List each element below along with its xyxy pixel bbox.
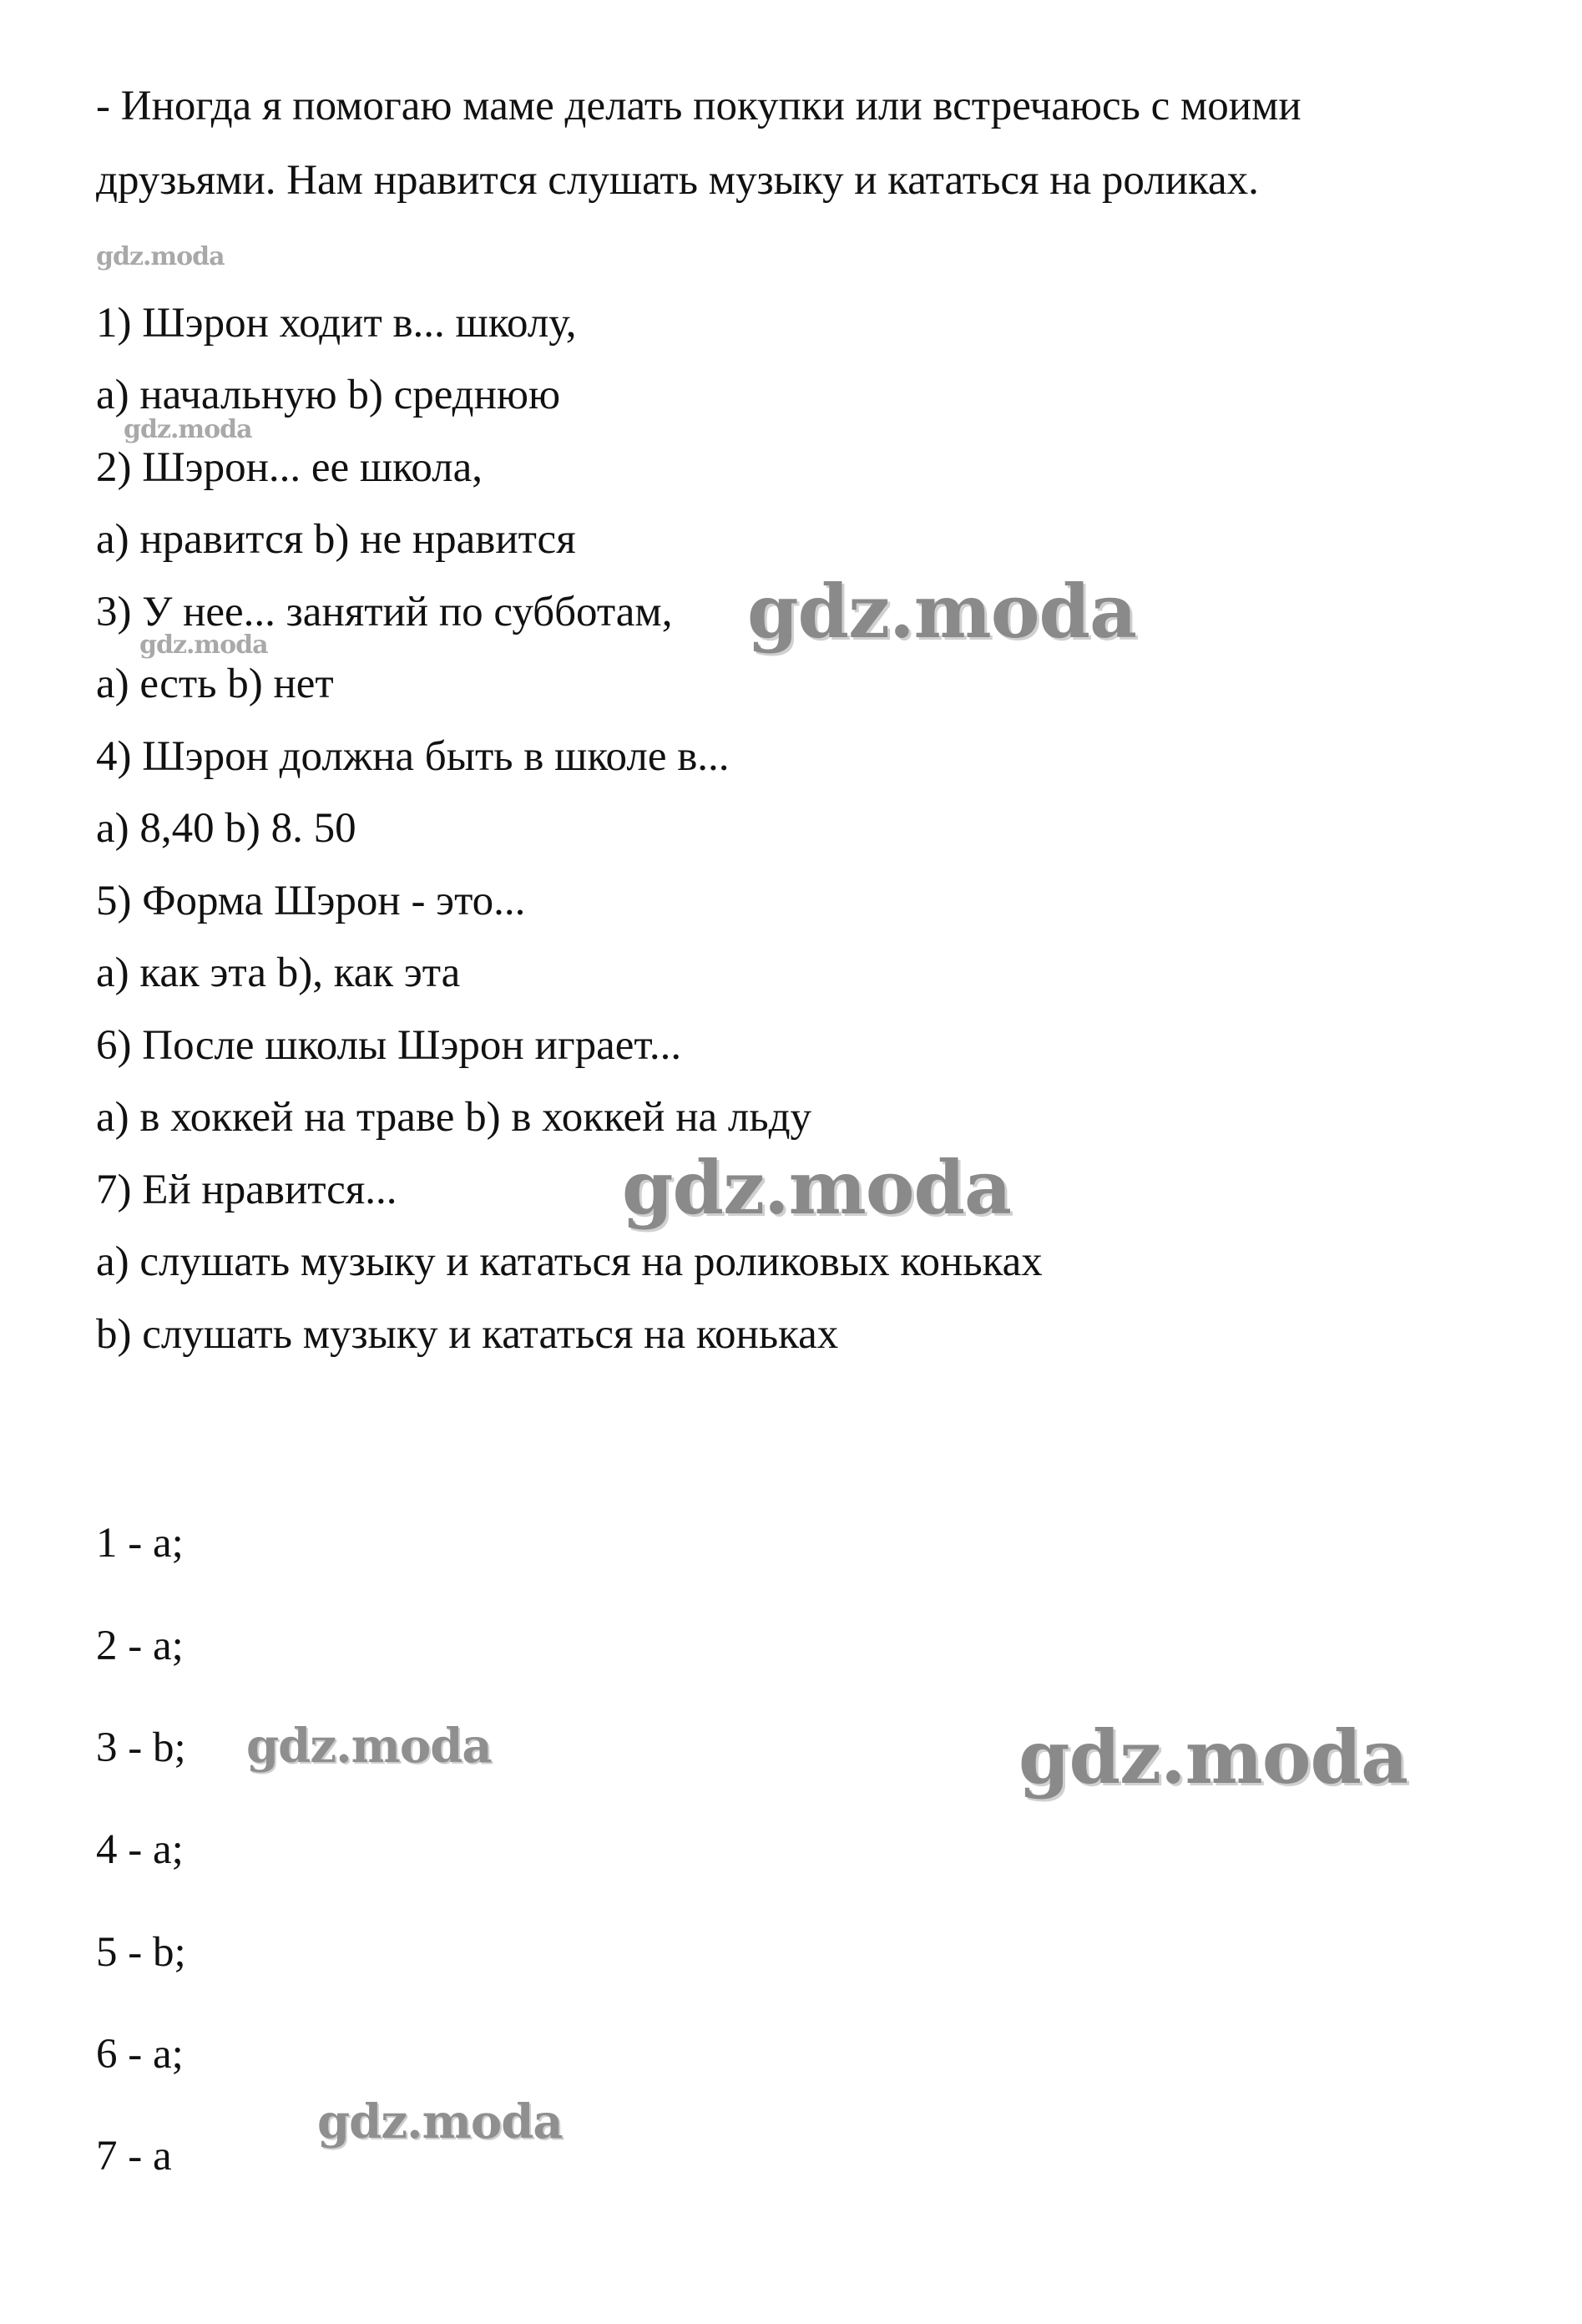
question-7-option-b: b) слушать музыку и кататься на коньках [96, 1311, 839, 1358]
question-2-options: a) нравится b) не нравится [96, 516, 576, 563]
question-5: 5) Форма Шэрон - это... [96, 878, 526, 924]
answer-4: 4 - a; [96, 1826, 184, 1873]
answer-7: 7 - a [96, 2133, 172, 2180]
intro-line-1: - Иногда я помогаю маме делать покупки или встречаюсь с моими [96, 83, 1301, 129]
question-1: 1) Шэрон ходит в... школу, [96, 300, 577, 347]
watermark: gdz.moda [124, 415, 252, 444]
watermark: gdz.moda [317, 2094, 563, 2149]
watermark: gdz.moda [622, 1144, 1012, 1231]
question-5-options: a) как эта b), как эта [96, 949, 461, 996]
answer-2: 2 - a; [96, 1623, 184, 1669]
question-7-option-a: a) слушать музыку и кататься на роликовых коньках [96, 1238, 1043, 1285]
watermark: gdz.moda [246, 1719, 492, 1774]
question-6-options: a) в хоккей на траве b) в хоккей на льду [96, 1094, 812, 1141]
answer-5: 5 - b; [96, 1929, 186, 1976]
question-4-options: a) 8,40 b) 8. 50 [96, 805, 356, 852]
question-3: 3) У нее... занятий по субботам, [96, 589, 673, 635]
question-7: 7) Ей нравится... [96, 1167, 397, 1213]
question-6: 6) После школы Шэрон играет... [96, 1022, 682, 1069]
answer-6: 6 - a; [96, 2031, 184, 2078]
watermark: gdz.moda [1018, 1714, 1408, 1800]
intro-line-2: друзьями. Нам нравится слушать музыку и кататься на роликах. [96, 157, 1259, 204]
question-3-options: a) есть b) нет [96, 661, 334, 707]
watermark: gdz.moda [96, 242, 225, 271]
question-4: 4) Шэрон должна быть в школе в... [96, 733, 730, 780]
question-2: 2) Шэрон... ее школа, [96, 444, 483, 491]
answer-1: 1 - a; [96, 1520, 184, 1567]
answer-3: 3 - b; [96, 1724, 186, 1771]
watermark: gdz.moda [139, 630, 268, 660]
question-1-options: a) начальную b) среднюю [96, 372, 561, 418]
watermark: gdz.moda [747, 568, 1137, 655]
